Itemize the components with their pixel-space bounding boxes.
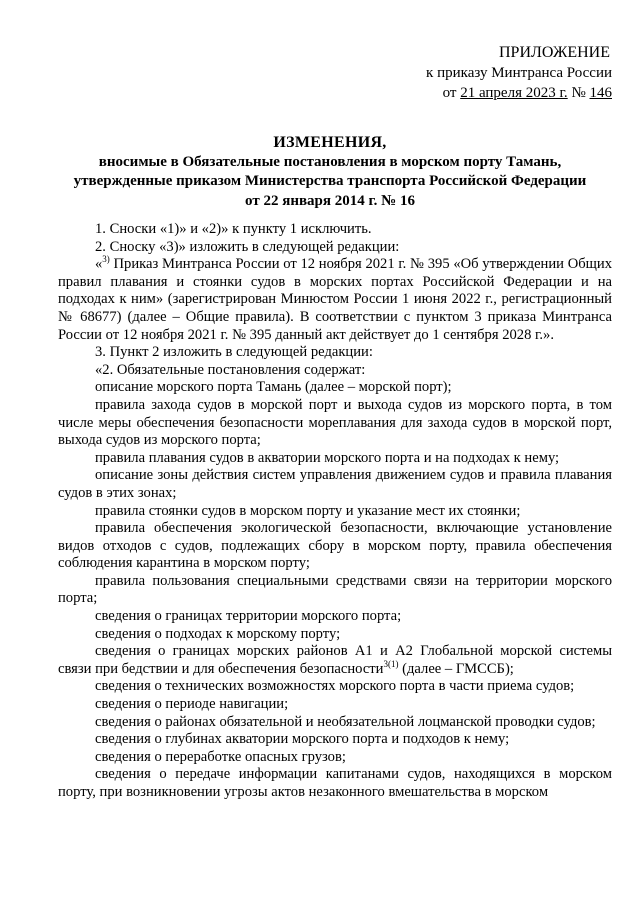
- appendix-order-ref: к приказу Минтранса России: [426, 65, 612, 81]
- paragraph-1: 1. Сноски «1)» и «2)» к пункту 1 исключить.: [95, 221, 372, 237]
- appendix-header: [426, 43, 612, 103]
- paragraph-2: 2. Сноску «3)» изложить в следующей редакции:: [95, 238, 400, 255]
- document-title: [60, 133, 600, 211]
- title-line-1: вносимые в Обязательные постановления в морском порту Тамань,: [98, 153, 562, 170]
- paragraph-16: сведения о технических возможностях морского порта в части приема судов;: [95, 678, 575, 695]
- paragraph-21: сведения о передаче информации капитанами судов, находящихся в морском порту, при возникновении угрозы актов незаконного вмешательства в морском: [58, 766, 612, 800]
- paragraph-15: сведения о границах морских районов А1 и А2 Глобальной морской системы связи при бедствии и для обеспечения безопасности$^{3(1)}$ (далее – ГМССБ);: [58, 643, 612, 677]
- paragraph-5: «2. Обязательные постановления содержат:: [95, 361, 366, 378]
- document-body: [58, 221, 612, 802]
- appendix-date-line: от 21 апреля 2023 г. № 146: [442, 85, 612, 101]
- paragraph-4: 3. Пункт 2 изложить в следующей редакции:: [95, 344, 373, 361]
- paragraph-11: правила обеспечения экологической безопасности, включающие установление видов отходов с судов, подлежащих сбору в морском порту, правила обеспечения соблюдения карантина в морском порту;: [58, 520, 612, 572]
- paragraph-18: сведения о районах обязательной и необязательной лоцманской проводки судов;: [95, 713, 596, 730]
- order-date: 21 апреля 2023 г.: [460, 85, 568, 101]
- paragraph-10: правила стоянки судов в морском порту и указание мест их стоянки;: [95, 502, 521, 519]
- paragraph-19: сведения о глубинах акватории морского порта и подходов к нему;: [95, 731, 510, 748]
- paragraph-12: правила пользования специальными средствами связи на территории морского порта;: [58, 572, 612, 607]
- paragraph-9: описание зоны действия систем управления движением судов и правила плавания судов в этих зонах;: [58, 467, 612, 501]
- footnote-marker: 3): [102, 254, 110, 265]
- title-line-3: от 22 января 2014 г. № 16: [245, 192, 415, 209]
- paragraph-17: сведения о периоде навигации;: [95, 696, 289, 713]
- title-main: ИЗМЕНЕНИЯ,: [273, 134, 387, 151]
- paragraph-14: сведения о подходах к морскому порту;: [95, 625, 341, 642]
- title-line-2: утвержденные приказом Министерства транспорта Российской Федерации: [73, 173, 587, 189]
- paragraph-3: «$^{3)}$ Приказ Минтранса России от 12 ноября 2021 г. № 395 «Об утверждении Общих правил плавания и стоянки судов в морских портах Российской Федерации и на подходах к ним» (зарегистрирован Минюстом России 1 июня 2022 г., регистрационный № 68677) (далее – Общие правила). В соответствии с пунктом 3 приказа Минтранса России от 12 ноября 2021 г. № 395 данный акт действует до 1 сентября 2028 г.».: [58, 254, 612, 343]
- footnote-marker: 3(1): [383, 658, 399, 669]
- paragraph-8: правила плавания судов в акватории морского порта и на подходах к нему;: [95, 449, 560, 466]
- paragraph-13: сведения о границах территории морского порта;: [95, 608, 402, 625]
- appendix-label: ПРИЛОЖЕНИЕ: [498, 44, 610, 61]
- paragraph-7: правила захода судов в морской порт и выхода судов из морского порта, в том числе меры обеспечения безопасности мореплавания для захода судов в морской порт, выхода судов из морского порта;: [58, 396, 612, 449]
- order-number: 146: [589, 85, 612, 101]
- paragraph-20: сведения о переработке опасных грузов;: [95, 748, 346, 765]
- paragraph-6: описание морского порта Тамань (далее – морской порт);: [95, 379, 452, 396]
